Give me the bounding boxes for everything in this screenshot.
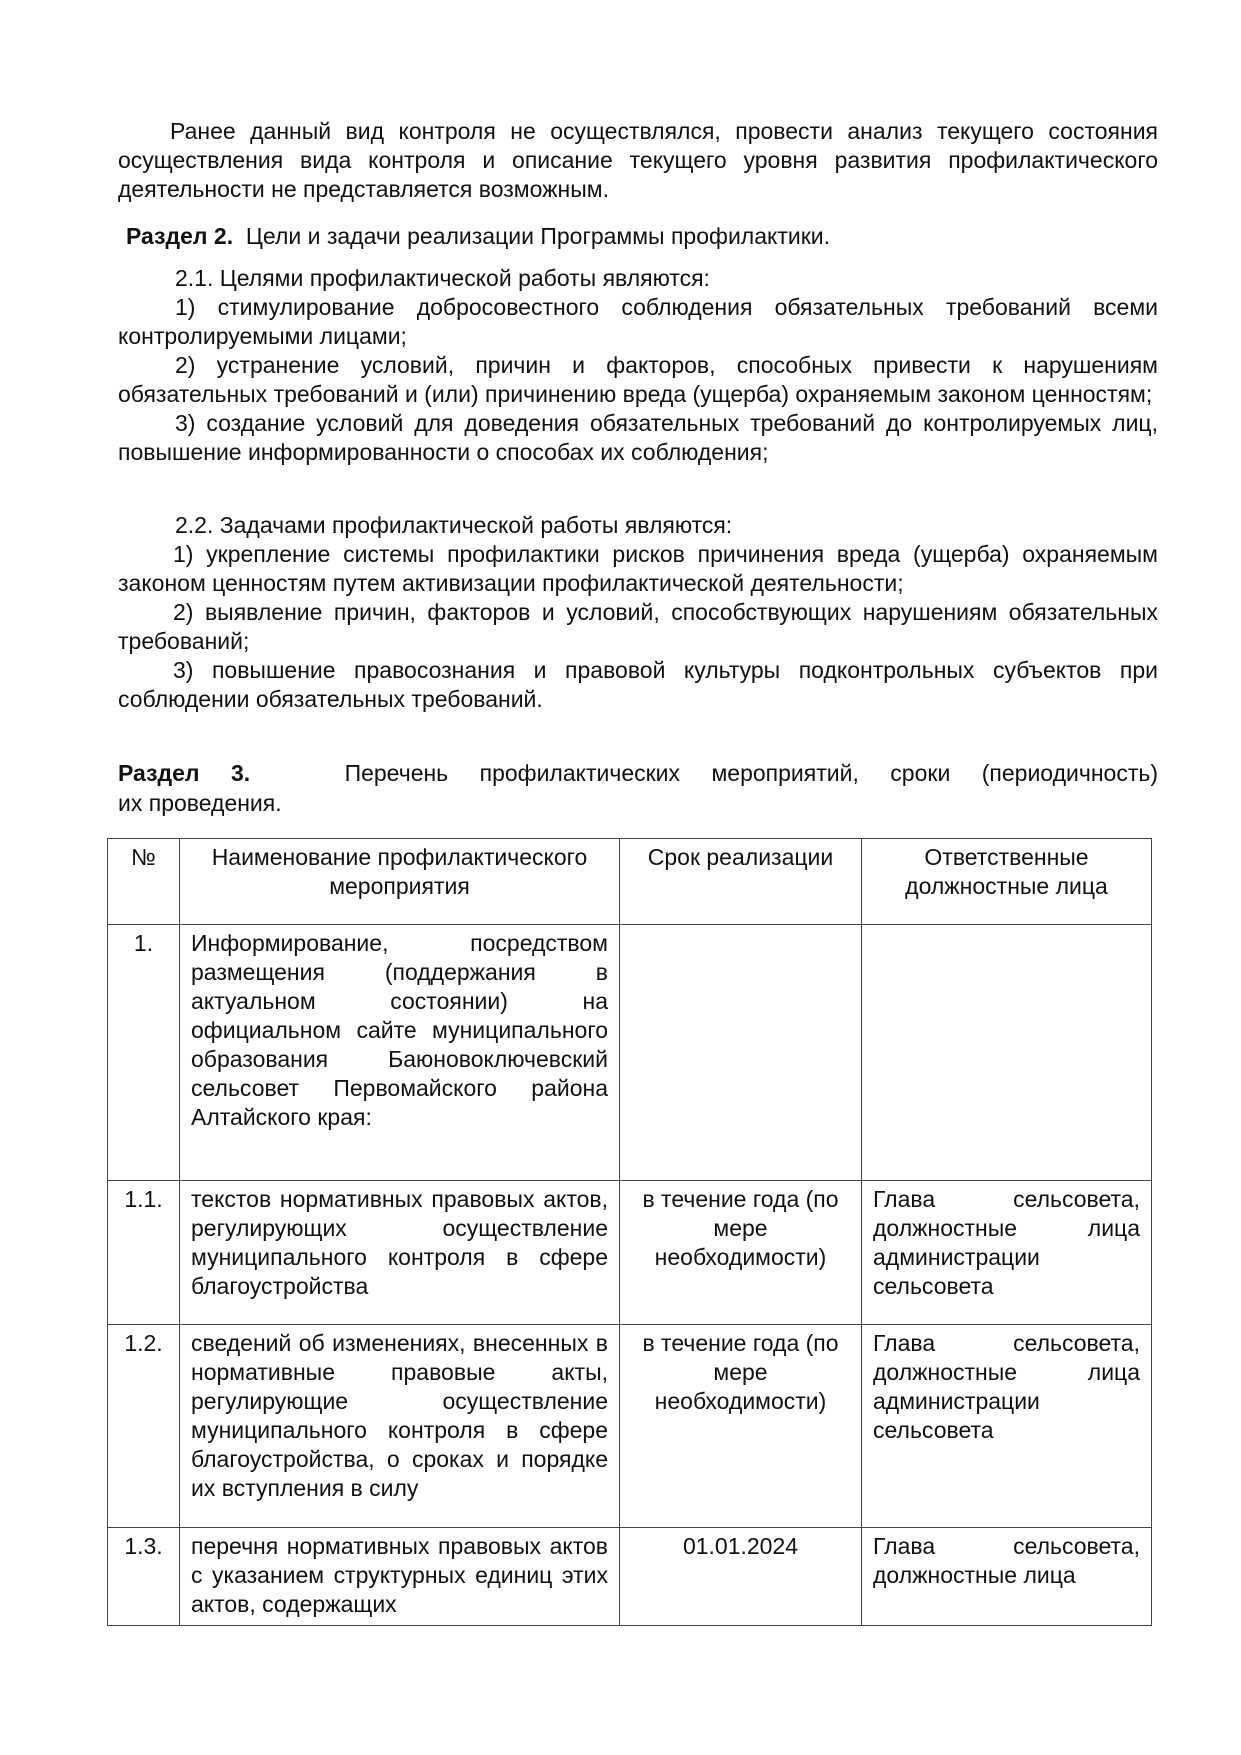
measures-table [107, 838, 1152, 1626]
section2-title: Цели и задачи реализации Программы профилактики. [245, 223, 831, 249]
goal-item: 2) устранение условий, причин и факторов, способных привести к нарушениям обязательных требований и (или) причинению вреда (ущерба) охраняемым законом ценностям; [118, 352, 1158, 407]
tasks-heading: 2.2. Задачами профилактической работы являются: [175, 512, 733, 538]
goal-item: 1) стимулирование добросовестного соблюдения обязательных требований всеми контролируемыми лицами; [118, 294, 1158, 349]
row-num: 1. [108, 925, 180, 1181]
section3-title-line2: их проведения. [118, 790, 282, 816]
row-responsible: Глава сельсовета, должностные лица [862, 1528, 1152, 1626]
header-term: Срок реализации [620, 839, 862, 925]
row-num: 1.1. [108, 1181, 180, 1325]
row-name: Информирование, посредством размещения (поддержания в актуальном состоянии) на официальном сайте муниципального образования Баюновоключевский сельсовет Первомайского района Алтайского края: [180, 925, 620, 1181]
section2-tasks [118, 511, 1158, 714]
row-responsible: Глава сельсовета, должностные лица администрации сельсовета [862, 1181, 1152, 1325]
section3-title-line1: Перечень профилактических мероприятий, сроки (периодичность) [344, 760, 1158, 786]
section2-goals [118, 264, 1158, 467]
row-responsible [862, 925, 1152, 1181]
section2-heading [126, 222, 830, 251]
row-term: в течение года (по мере необходимости) [620, 1181, 862, 1325]
goals-heading: 2.1. Целями профилактической работы являются: [175, 265, 710, 291]
section3-label: Раздел 3. [118, 760, 251, 786]
row-term: в течение года (по мере необходимости) [620, 1325, 862, 1528]
row-name: перечня нормативных правовых актов с указанием структурных единиц этих актов, содержащих [180, 1528, 620, 1626]
goal-item: 3) создание условий для доведения обязательных требований до контролируемых лиц, повышение информированности о способах их соблюдения; [118, 410, 1158, 465]
section2-label: Раздел 2. [126, 223, 234, 249]
task-item: 3) повышение правосознания и правовой культуры подконтрольных субъектов при соблюдении обязательных требований. [118, 657, 1158, 712]
table-row [108, 1528, 1152, 1626]
task-item: 2) выявление причин, факторов и условий, способствующих нарушениям обязательных требований; [118, 599, 1158, 654]
row-responsible: Глава сельсовета, должностные лица администрации сельсовета [862, 1325, 1152, 1528]
row-num: 1.3. [108, 1528, 180, 1626]
header-name: Наименование профилактического мероприятия [180, 839, 620, 925]
header-num: № [108, 839, 180, 925]
task-item: 1) укрепление системы профилактики рисков причинения вреда (ущерба) охраняемым законом ценностям путем активизации профилактической деятельности; [118, 541, 1158, 596]
header-responsible: Ответственные должностные лица [862, 839, 1152, 925]
row-num: 1.2. [108, 1325, 180, 1528]
row-name: сведений об изменениях, внесенных в нормативные правовые акты, регулирующие осуществление муниципального контроля в сфере благоустройства, о сроках и порядке их вступления в силу [180, 1325, 620, 1528]
table-row [108, 1325, 1152, 1528]
section3-heading [118, 758, 1158, 818]
intro-paragraph: Ранее данный вид контроля не осуществлялся, провести анализ текущего состояния осуществления вида контроля и описание текущего уровня развития профилактического деятельности не представляется возможным. [118, 118, 1158, 202]
row-name: текстов нормативных правовых актов, регулирующих осуществление муниципального контроля в сфере благоустройства [180, 1181, 620, 1325]
row-term: 01.01.2024 [620, 1528, 862, 1626]
row-term [620, 925, 862, 1181]
table-header-row [108, 839, 1152, 925]
table-row [108, 1181, 1152, 1325]
table-row [108, 925, 1152, 1181]
